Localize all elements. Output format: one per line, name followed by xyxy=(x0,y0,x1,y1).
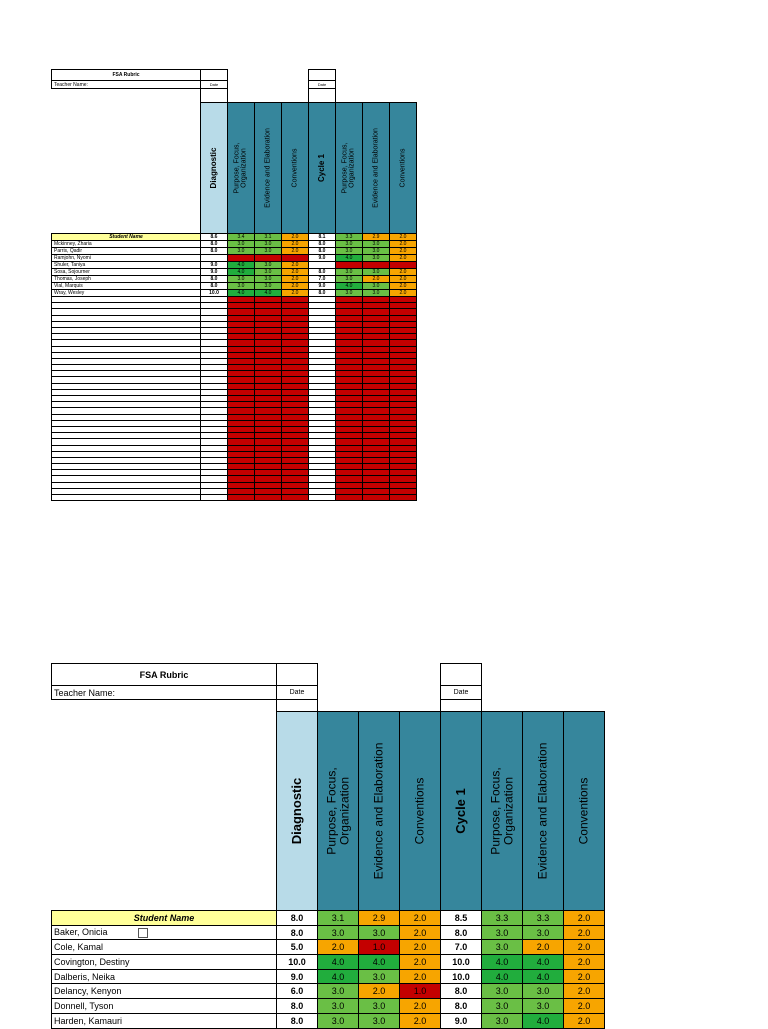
score-cell[interactable]: 8.0 xyxy=(309,248,336,255)
student-name: Delancy, Kenyon xyxy=(54,986,122,997)
score-cell[interactable] xyxy=(390,262,417,269)
score-cell[interactable]: 3.0 xyxy=(228,276,255,283)
student-name: Thomas, Joseph xyxy=(54,276,91,282)
score-cell[interactable]: 1.0 xyxy=(400,984,441,999)
average-score: 8.1 xyxy=(309,234,336,241)
average-score: 2.0 xyxy=(400,911,441,926)
score-cell[interactable]: 2.0 xyxy=(390,248,417,255)
date-label[interactable]: Date xyxy=(441,686,482,700)
student-name: Donnell, Tyson xyxy=(54,1000,114,1011)
column-header: Evidence and Elaboration xyxy=(523,712,564,911)
score-cell[interactable]: 8.0 xyxy=(201,283,228,290)
score-cell[interactable]: 3.0 xyxy=(336,290,363,297)
score-cell[interactable]: 5.0 xyxy=(277,940,318,955)
score-cell[interactable]: 3.0 xyxy=(318,999,359,1014)
score-cell[interactable]: 3.0 xyxy=(359,1013,400,1028)
column-header: Purpose, Focus, Organization xyxy=(482,712,523,911)
score-cell[interactable]: 3.0 xyxy=(359,999,400,1014)
score-cell[interactable]: 2.0 xyxy=(390,276,417,283)
score-cell[interactable]: 8.0 xyxy=(201,241,228,248)
score-cell[interactable]: 3.0 xyxy=(318,925,359,940)
score-cell[interactable]: 2.0 xyxy=(564,1013,605,1028)
score-cell[interactable] xyxy=(228,255,255,262)
empty-score-cell[interactable] xyxy=(336,495,363,501)
average-score: 2.0 xyxy=(282,234,309,241)
score-cell[interactable]: 3.0 xyxy=(523,925,564,940)
score-cell[interactable]: 2.0 xyxy=(359,984,400,999)
student-name-cell[interactable] xyxy=(52,925,277,940)
empty-score-cell[interactable] xyxy=(255,495,282,501)
score-cell[interactable]: 3.0 xyxy=(523,999,564,1014)
score-cell[interactable]: 2.0 xyxy=(390,255,417,262)
date-label[interactable]: Date xyxy=(201,81,228,89)
score-cell[interactable]: 2.0 xyxy=(282,283,309,290)
rubric-table-large xyxy=(51,663,605,1029)
teacher-name-label: Teacher Name: xyxy=(52,81,201,89)
score-cell[interactable]: 2.0 xyxy=(564,955,605,970)
score-cell[interactable]: 3.0 xyxy=(228,248,255,255)
score-cell[interactable]: 3.0 xyxy=(336,248,363,255)
score-cell[interactable]: 4.0 xyxy=(523,955,564,970)
rubric-title: FSA Rubric xyxy=(52,70,201,81)
score-cell[interactable]: 2.0 xyxy=(564,940,605,955)
student-name-cell[interactable] xyxy=(52,255,201,262)
score-cell[interactable]: 4.0 xyxy=(523,1013,564,1028)
score-cell[interactable]: 3.0 xyxy=(363,269,390,276)
student-name-cell[interactable] xyxy=(52,969,277,984)
score-cell[interactable]: 2.0 xyxy=(318,940,359,955)
date-label[interactable]: Date xyxy=(309,81,336,89)
score-cell[interactable]: 10.0 xyxy=(277,955,318,970)
teacher-name-label: Teacher Name: xyxy=(52,686,277,700)
score-cell[interactable]: 4.0 xyxy=(482,955,523,970)
student-name: Dalberis, Neika xyxy=(54,971,116,982)
student-name: Parris, Qadir xyxy=(54,248,83,254)
column-header: Conventions xyxy=(400,712,441,911)
empty-score-cell[interactable] xyxy=(282,495,309,501)
score-cell[interactable]: 4.0 xyxy=(318,969,359,984)
student-name-cell[interactable] xyxy=(52,1013,277,1028)
score-cell[interactable]: 8.0 xyxy=(277,925,318,940)
student-name: Wray, Wesley xyxy=(54,290,85,296)
score-cell[interactable]: 2.0 xyxy=(282,248,309,255)
column-header: Evidence and Elaboration xyxy=(255,103,282,234)
student-name: Ramjohn, Nyomi xyxy=(54,255,91,261)
average-score: 2.0 xyxy=(564,911,605,926)
student-name: Vial, Marquis xyxy=(54,283,83,289)
score-cell[interactable]: 3.0 xyxy=(255,269,282,276)
score-cell[interactable]: 2.0 xyxy=(390,290,417,297)
student-name: Baker, Onicia xyxy=(54,927,108,938)
empty-score-cell[interactable] xyxy=(363,495,390,501)
score-cell[interactable]: 9.0 xyxy=(201,262,228,269)
student-name-cell[interactable] xyxy=(52,276,201,283)
score-cell[interactable]: 2.0 xyxy=(390,241,417,248)
average-score: 3.3 xyxy=(336,234,363,241)
score-cell[interactable] xyxy=(282,255,309,262)
column-header: Conventions xyxy=(282,103,309,234)
average-score: 2.9 xyxy=(359,911,400,926)
student-name: Sosa, Sojourner xyxy=(54,269,90,275)
score-cell[interactable]: 3.0 xyxy=(228,283,255,290)
score-cell[interactable]: 4.0 xyxy=(228,262,255,269)
score-cell[interactable]: 9.0 xyxy=(309,283,336,290)
column-header: Conventions xyxy=(390,103,417,234)
empty-score-cell[interactable] xyxy=(309,495,336,501)
score-cell[interactable]: 2.0 xyxy=(400,940,441,955)
score-cell[interactable] xyxy=(363,262,390,269)
score-cell[interactable]: 3.0 xyxy=(336,269,363,276)
score-cell[interactable]: 2.0 xyxy=(400,925,441,940)
date-box-top xyxy=(277,664,318,686)
empty-score-cell[interactable] xyxy=(228,495,255,501)
column-header: Purpose, Focus, Organization xyxy=(228,103,255,234)
score-cell[interactable]: 8.0 xyxy=(277,999,318,1014)
score-cell[interactable]: 3.0 xyxy=(336,241,363,248)
student-name-header: Student Name xyxy=(52,234,201,241)
score-cell[interactable]: 2.0 xyxy=(363,276,390,283)
column-header: Diagnostic xyxy=(201,103,228,234)
score-cell[interactable]: 9.0 xyxy=(441,1013,482,1028)
column-header: Conventions xyxy=(564,712,605,911)
average-score: 3.3 xyxy=(523,911,564,926)
average-score: 3.1 xyxy=(318,911,359,926)
score-cell[interactable]: 8.0 xyxy=(201,248,228,255)
score-cell[interactable]: 3.0 xyxy=(363,255,390,262)
date-box-top xyxy=(201,70,228,81)
empty-name-cell[interactable] xyxy=(52,495,201,501)
score-cell[interactable]: 2.0 xyxy=(400,999,441,1014)
score-cell[interactable]: 8.0 xyxy=(309,241,336,248)
average-score: 8.0 xyxy=(277,911,318,926)
score-cell[interactable]: 7.0 xyxy=(441,940,482,955)
score-cell[interactable] xyxy=(201,255,228,262)
score-cell[interactable]: 3.0 xyxy=(255,262,282,269)
score-cell[interactable]: 8.0 xyxy=(309,290,336,297)
score-cell[interactable]: 2.0 xyxy=(400,969,441,984)
column-header: Cycle 1 xyxy=(441,712,482,911)
score-cell[interactable]: 4.0 xyxy=(318,955,359,970)
score-cell[interactable]: 2.0 xyxy=(400,955,441,970)
column-header: Evidence and Elaboration xyxy=(363,103,390,234)
student-name-cell[interactable] xyxy=(52,955,277,970)
score-cell[interactable]: 3.0 xyxy=(318,1013,359,1028)
score-cell[interactable]: 8.0 xyxy=(441,925,482,940)
student-name: Shuler, Taniya xyxy=(54,262,86,268)
score-cell[interactable]: 3.0 xyxy=(318,984,359,999)
score-cell[interactable]: 8.0 xyxy=(441,999,482,1014)
score-cell[interactable]: 3.0 xyxy=(336,276,363,283)
score-cell[interactable] xyxy=(255,255,282,262)
student-name-cell[interactable] xyxy=(52,269,201,276)
score-cell[interactable]: 4.0 xyxy=(228,269,255,276)
score-cell[interactable]: 4.0 xyxy=(359,955,400,970)
column-header: Purpose, Focus, Organization xyxy=(336,103,363,234)
score-cell[interactable]: 2.0 xyxy=(564,999,605,1014)
rubric-title: FSA Rubric xyxy=(52,664,277,686)
score-cell[interactable]: 3.0 xyxy=(482,940,523,955)
score-cell[interactable]: 3.0 xyxy=(255,248,282,255)
score-cell[interactable]: 2.0 xyxy=(564,984,605,999)
score-cell[interactable]: 4.0 xyxy=(482,969,523,984)
empty-score-cell[interactable] xyxy=(390,495,417,501)
score-cell[interactable]: 3.0 xyxy=(363,290,390,297)
score-cell[interactable]: 4.0 xyxy=(228,290,255,297)
score-cell[interactable] xyxy=(309,262,336,269)
score-cell[interactable]: 8.0 xyxy=(309,269,336,276)
student-name: Harden, Kamauri xyxy=(54,1015,123,1026)
score-cell[interactable]: 3.0 xyxy=(255,241,282,248)
student-name-cell[interactable] xyxy=(52,984,277,999)
score-cell[interactable]: 3.0 xyxy=(255,283,282,290)
column-header: Evidence and Elaboration xyxy=(359,712,400,911)
score-cell[interactable]: 3.0 xyxy=(482,999,523,1014)
score-cell[interactable]: 9.0 xyxy=(201,269,228,276)
score-cell[interactable]: 9.0 xyxy=(277,969,318,984)
average-score: 3.3 xyxy=(482,911,523,926)
score-cell[interactable]: 1.0 xyxy=(359,940,400,955)
score-cell[interactable]: 2.0 xyxy=(523,940,564,955)
average-score: 8.5 xyxy=(441,911,482,926)
score-cell[interactable]: 2.0 xyxy=(282,276,309,283)
score-cell[interactable]: 3.0 xyxy=(363,248,390,255)
average-score: 3.1 xyxy=(255,234,282,241)
student-name: Covington, Destiny xyxy=(54,956,130,967)
score-cell[interactable]: 3.0 xyxy=(255,276,282,283)
score-cell[interactable]: 8.0 xyxy=(441,984,482,999)
student-name-cell[interactable] xyxy=(52,290,201,297)
score-cell[interactable]: 4.0 xyxy=(336,255,363,262)
score-cell[interactable]: 8.0 xyxy=(277,1013,318,1028)
student-name: Mckinney, Zharia xyxy=(54,241,92,247)
student-name-cell[interactable] xyxy=(52,241,201,248)
average-score: 2.9 xyxy=(363,234,390,241)
score-cell[interactable]: 2.0 xyxy=(390,269,417,276)
score-cell[interactable]: 10.0 xyxy=(441,969,482,984)
score-cell[interactable]: 2.0 xyxy=(282,262,309,269)
date-label[interactable]: Date xyxy=(277,686,318,700)
score-cell[interactable]: 2.0 xyxy=(282,290,309,297)
score-cell[interactable]: 4.0 xyxy=(523,969,564,984)
score-cell[interactable]: 3.0 xyxy=(359,925,400,940)
score-cell[interactable]: 3.0 xyxy=(363,283,390,290)
score-cell[interactable]: 8.0 xyxy=(201,276,228,283)
score-cell[interactable]: 2.0 xyxy=(400,1013,441,1028)
column-header: Purpose, Focus, Organization xyxy=(318,712,359,911)
date-box-top xyxy=(441,664,482,686)
score-cell[interactable]: 3.0 xyxy=(363,241,390,248)
score-cell[interactable]: 3.0 xyxy=(482,984,523,999)
score-cell[interactable]: 6.0 xyxy=(277,984,318,999)
average-score: 2.0 xyxy=(390,234,417,241)
empty-score-cell[interactable] xyxy=(201,495,228,501)
date-box-top xyxy=(309,70,336,81)
column-header: Diagnostic xyxy=(277,712,318,911)
student-name-cell[interactable] xyxy=(52,940,277,955)
student-name-cell[interactable] xyxy=(52,999,277,1014)
score-cell[interactable]: 9.0 xyxy=(309,255,336,262)
student-name-cell[interactable] xyxy=(52,262,201,269)
average-score: 8.6 xyxy=(201,234,228,241)
score-cell[interactable]: 2.0 xyxy=(282,241,309,248)
score-cell[interactable]: 3.0 xyxy=(482,1013,523,1028)
comment-note-icon[interactable] xyxy=(138,928,148,938)
score-cell[interactable]: 2.0 xyxy=(390,283,417,290)
rubric-table-small xyxy=(51,69,417,501)
column-header: Cycle 1 xyxy=(309,103,336,234)
score-cell[interactable]: 10.0 xyxy=(441,955,482,970)
score-cell[interactable]: 3.0 xyxy=(359,969,400,984)
average-score: 3.4 xyxy=(228,234,255,241)
score-cell[interactable]: 3.0 xyxy=(523,984,564,999)
score-cell[interactable]: 7.0 xyxy=(309,276,336,283)
score-cell[interactable]: 3.0 xyxy=(228,241,255,248)
student-name-cell[interactable] xyxy=(52,248,201,255)
score-cell[interactable]: 2.0 xyxy=(564,969,605,984)
score-cell[interactable]: 4.0 xyxy=(336,283,363,290)
score-cell[interactable]: 3.0 xyxy=(482,925,523,940)
student-name-header: Student Name xyxy=(52,911,277,926)
score-cell[interactable]: 4.0 xyxy=(255,290,282,297)
student-name-cell[interactable] xyxy=(52,283,201,290)
score-cell[interactable]: 2.0 xyxy=(564,925,605,940)
score-cell[interactable]: 10.0 xyxy=(201,290,228,297)
student-name: Cole, Kamal xyxy=(54,942,104,953)
score-cell[interactable]: 2.0 xyxy=(282,269,309,276)
score-cell[interactable] xyxy=(336,262,363,269)
